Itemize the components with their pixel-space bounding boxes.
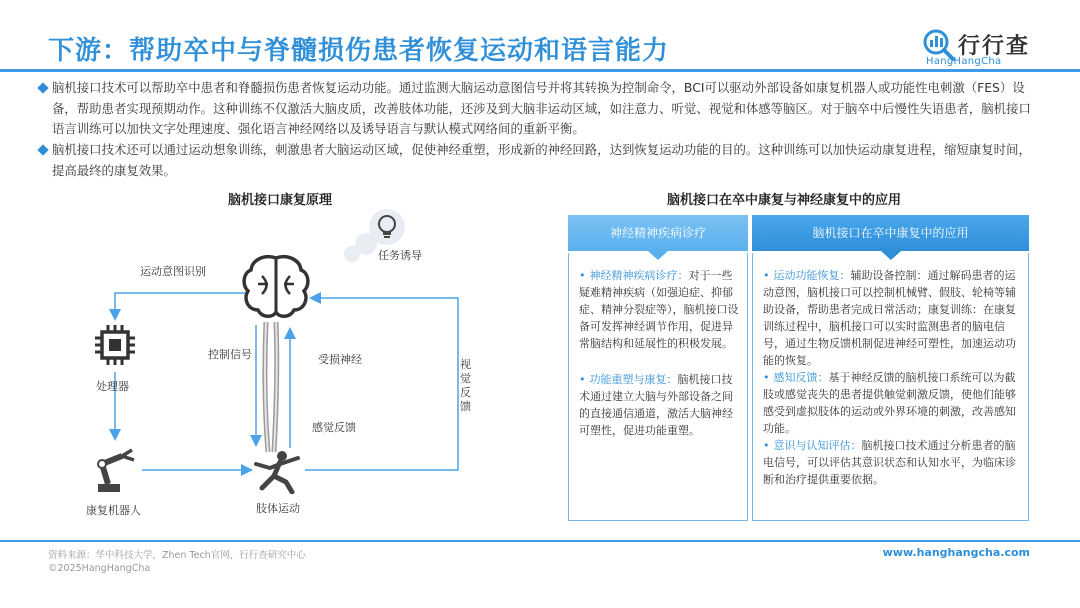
diamond-bullet-icon [37,144,48,155]
column-header-stroke: 脑机接口在卒中康复中的应用 [752,215,1029,251]
bullet-dot-icon: • [763,439,770,452]
stroke-item-2: • 感知反馈：基于神经反馈的脑机接口系统可以为截肢或感觉丧失的患者提供触觉刺激反馈，使他们能够感受到虚拟肢体的运动或外界环境的刺激，改善感知功能。 [763,371,1016,435]
label-processor: 处理器 [96,380,129,393]
column-header-neuro: 神经精神疾病诊疗 [568,215,748,251]
column-neuro [568,253,748,521]
logo-subtitle: HangHangCha [926,56,1002,67]
logo-name: 行行查 [958,34,1031,59]
source-note: 资料来源：华中科技大学，Zhen Tech官网，行行查研究中心 [48,550,306,561]
bullet-paragraph-1 [52,78,1037,140]
label-robot: 康复机器人 [86,504,141,517]
brain-icon [240,252,312,322]
label-visual-feedback: 视觉反馈 [460,358,471,413]
brand-logo[interactable] [922,28,1042,70]
page-title: 下游：帮助卒中与脊髓损伤患者恢复运动和语言能力 [48,36,670,66]
bullet-dot-icon: • [579,373,586,386]
lightbulb-icon [376,214,398,240]
label-limb-movement: 肢体运动 [256,502,300,515]
bullet-dot-icon: • [579,269,586,282]
stroke-item-1: • 运动功能恢复：辅助设备控制：通过解码患者的运动意图，脑机接口可以控制机械臂、假肢、轮椅等辅助设备，帮助患者完成日常活动；康复训练：在康复训练过程中，脑机接口可以实时监测患者的脑电信号，通过生物反馈机制促进神经可塑性，加速运动功能的恢复。 [763,269,1016,367]
footer-divider [0,540,1080,542]
limb-movement-icon [252,450,304,494]
application-title: 脑机接口在卒中康复与神经康复中的应用 [667,193,902,208]
diamond-bullet-icon [37,82,48,93]
title-divider [0,69,1080,72]
robot-arm-icon [88,446,140,494]
stroke-item-3: • 意识与认知评估：脑机接口技术通过分析患者的脑电信号，可以评估其意识状态和认知水平，为临床诊断和治疗提供重要依据。 [763,439,1016,486]
neuro-item-1: • 神经精神疾病诊疗：对于一些疑难精神疾病（如强迫症、抑郁症、精神分裂症等），脑机接口设备可发挥神经调节作用，促进异常脑结构和延展性的积极发展。 [579,269,739,350]
label-task-induction: 任务诱导 [378,249,422,262]
bullet-dot-icon: • [763,269,770,282]
copyright-note: ©2025HangHangCha [48,563,151,574]
bullet-text-1: 脑机接口技术可以帮助卒中患者和脊髓损伤患者恢复运动功能。通过监测大脑运动意图信号并将其转换为控制命令，BCI可以驱动外部设备如康复机器人或功能性电刺激（FES）设备，帮助患者实现预期动作。这种训练不仅激活大脑皮质，改善肢体功能，还涉及到大脑非运动区域，如注意力、听觉、视觉和体感等脑区。对于脑卒中后慢性失语患者，脑机接口语言训练可以加快文字处理速度、强化语言神经网络以及诱导语言与默认模式网络间的重新平衡。 [52,80,1031,136]
label-control-signal: 控制信号 [208,348,252,361]
column-stroke [752,253,1029,521]
diagram-title: 脑机接口康复原理 [228,193,333,208]
processor-chip-icon [93,323,137,367]
neuro-item-2: • 功能重塑与康复：脑机接口技术通过建立大脑与外部设备之间的直接通信通道，激活大脑神经可塑性，促进功能重塑。 [579,373,733,437]
bullet-text-2: 脑机接口技术还可以通过运动想象训练，刺激患者大脑运动区域，促使神经重塑，形成新的神经回路，达到恢复运动功能的目的。这种训练可以加快运动康复进程，缩短康复时间，提高最终的康复效果。 [52,142,1031,178]
label-sensory-feedback: 感觉反馈 [312,421,356,434]
website-link[interactable]: www.hanghangcha.com [882,546,1030,559]
bullet-paragraph-2 [52,140,1037,181]
bullet-dot-icon: • [763,371,770,384]
label-motor-intent: 运动意图识别 [140,265,206,278]
label-damaged-nerve: 受损神经 [318,353,362,366]
rehab-principle-diagram [60,200,480,520]
